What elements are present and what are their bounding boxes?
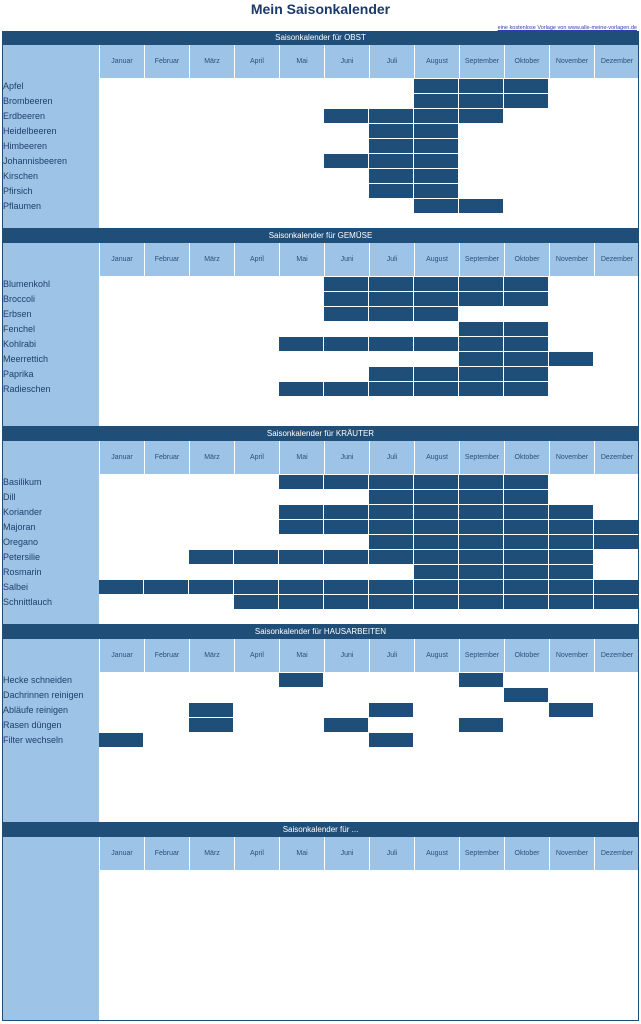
season-bar [324,718,369,733]
row-label: Basilikum [3,477,42,487]
season-bar [369,109,414,124]
season-bar [279,595,324,610]
season-bar [414,337,459,352]
month-header-cell: September [459,45,504,78]
season-bar [414,490,459,505]
season-bar [594,520,639,535]
label-column [2,837,99,1021]
season-bar [414,169,459,184]
month-header-cell: Dezember [594,837,639,870]
month-header-cell: April [234,441,279,474]
season-bar [549,352,594,367]
season-bar [504,535,549,550]
row-label: Rosmarin [3,567,42,577]
month-header-row [99,45,639,78]
season-bar [324,292,369,307]
season-bar [324,550,369,565]
month-header-cell: Februar [144,441,189,474]
row-label: Abläufe reinigen [3,705,69,715]
season-bar [279,475,324,490]
season-bar [459,292,504,307]
month-header-cell: November [549,837,594,870]
season-bar [369,475,414,490]
season-bar [459,535,504,550]
month-header-cell: Januar [99,639,144,672]
season-bar [504,520,549,535]
season-bar [504,595,549,610]
month-header-cell: September [459,837,504,870]
month-header-cell: Oktober [504,45,549,78]
season-bar [504,475,549,490]
season-bar [414,139,459,154]
season-bar [459,520,504,535]
row-label: Koriander [3,507,43,517]
season-bar [504,580,549,595]
season-bar [279,505,324,520]
month-header-cell: Januar [99,837,144,870]
row-label: Kirschen [3,171,39,181]
season-bar [369,337,414,352]
row-label: Hecke schneiden [3,675,73,685]
season-bar [414,550,459,565]
season-bar [459,382,504,397]
season-bar [189,718,234,733]
row-label: Fenchel [3,324,36,334]
month-header-cell: April [234,243,279,276]
season-bar [324,382,369,397]
season-bar [459,94,504,109]
row-label: Meerrettich [3,354,49,364]
calendar-section [2,823,639,1021]
season-bar [459,550,504,565]
month-header-cell: Mai [279,639,324,672]
month-header-cell: Juli [369,639,414,672]
season-bar [189,550,234,565]
season-bar [459,79,504,94]
month-header-cell: Oktober [504,441,549,474]
season-bar [144,580,189,595]
season-bar [549,505,594,520]
season-bar [504,382,549,397]
season-bar [369,520,414,535]
row-label: Oregano [3,537,39,547]
season-bar [369,580,414,595]
month-header-cell: April [234,45,279,78]
season-bar [414,580,459,595]
month-header-row [99,639,639,672]
season-bar [324,520,369,535]
row-label: Erbsen [3,309,32,319]
month-header-cell: Januar [99,45,144,78]
season-bar [324,277,369,292]
season-bar [549,520,594,535]
season-bar [414,475,459,490]
calendar-sections [2,31,639,1021]
season-bar [504,94,549,109]
season-bar [189,703,234,718]
section-header: Saisonkalender für ... [2,823,639,837]
season-bar [279,580,324,595]
season-bar [459,718,504,733]
season-bar [99,580,144,595]
section-header: Saisonkalender für KRÄUTER [2,427,639,441]
row-label: Pfirsich [3,186,33,196]
season-bar [504,688,549,703]
row-label: Apfel [3,81,24,91]
calendar-section [2,31,639,229]
month-header-cell: Juli [369,837,414,870]
season-bar [324,505,369,520]
month-header-cell: September [459,441,504,474]
month-header-cell: November [549,441,594,474]
row-label: Majoran [3,522,36,532]
row-label: Kohlrabi [3,339,37,349]
season-bar [414,109,459,124]
section-header: Saisonkalender für HAUSARBEITEN [2,625,639,639]
season-bar [369,505,414,520]
season-bar [414,154,459,169]
season-bar [369,139,414,154]
row-label: Brombeeren [3,96,53,106]
season-bar [414,277,459,292]
season-bar [279,673,324,688]
season-bar [504,337,549,352]
season-bar [414,505,459,520]
row-label: Johannisbeeren [3,156,68,166]
season-bar [279,337,324,352]
season-bar [414,595,459,610]
season-bar [414,184,459,199]
month-header-cell: März [189,639,234,672]
month-header-cell: Februar [144,45,189,78]
season-bar [549,565,594,580]
month-header-cell: April [234,639,279,672]
season-bar [369,184,414,199]
month-header-cell: Januar [99,243,144,276]
season-bar [459,595,504,610]
season-bar [414,79,459,94]
row-label: Paprika [3,369,34,379]
month-header-cell: September [459,639,504,672]
row-label: Dill [3,492,16,502]
month-header-cell: Oktober [504,639,549,672]
calendar-section [2,427,639,625]
season-bar [504,322,549,337]
row-label: Dachrinnen reinigen [3,690,84,700]
month-header-cell: Juni [324,837,369,870]
season-bar [504,490,549,505]
season-bar [279,382,324,397]
season-bar [549,550,594,565]
season-bar [459,580,504,595]
row-label: Heidelbeeren [3,126,57,136]
season-bar [414,367,459,382]
calendar-section [2,625,639,823]
season-bar [459,352,504,367]
season-bar [234,550,279,565]
season-bar [369,292,414,307]
season-bar [549,535,594,550]
section-header: Saisonkalender für GEMÜSE [2,229,639,243]
row-label: Petersilie [3,552,41,562]
month-header-cell: Februar [144,837,189,870]
row-label: Rasen düngen [3,720,62,730]
season-bar [459,322,504,337]
season-bar [504,505,549,520]
season-bar [324,154,369,169]
month-header-cell: Juni [324,639,369,672]
season-bar [459,475,504,490]
season-bar [414,520,459,535]
season-bar [504,565,549,580]
month-header-cell: Dezember [594,639,639,672]
month-header-cell: Oktober [504,837,549,870]
season-bar [324,595,369,610]
season-bar [414,307,459,322]
season-bar [504,292,549,307]
season-bar [99,733,144,748]
season-bar [369,277,414,292]
season-bar [369,490,414,505]
season-bar [369,169,414,184]
season-bar [369,124,414,139]
season-bar [324,307,369,322]
season-bar [369,550,414,565]
season-bar [189,580,234,595]
month-header-cell: Dezember [594,45,639,78]
season-bar [324,475,369,490]
month-header-cell: Dezember [594,243,639,276]
month-header-cell: November [549,45,594,78]
row-label: Radieschen [3,384,51,394]
season-bar [594,535,639,550]
season-bar [459,109,504,124]
season-bar [369,154,414,169]
month-header-cell: August [414,837,459,870]
season-bar [594,580,639,595]
month-header-cell: Februar [144,639,189,672]
season-bar [504,352,549,367]
month-header-row [99,837,639,870]
month-header-cell: Januar [99,441,144,474]
section-header: Saisonkalender für OBST [2,31,639,45]
row-label: Schnittlauch [3,597,53,607]
month-header-cell: März [189,837,234,870]
season-bar [459,277,504,292]
season-bar [324,580,369,595]
season-bar [549,595,594,610]
month-header-cell: Juni [324,441,369,474]
season-bar [594,595,639,610]
month-header-cell: März [189,441,234,474]
month-header-cell: Oktober [504,243,549,276]
page-title: Mein Saisonkalender [250,1,391,17]
month-header-cell: Mai [279,837,324,870]
row-label: Broccoli [3,294,36,304]
season-bar [369,733,414,748]
season-bar [414,94,459,109]
season-bar [369,535,414,550]
month-header-cell: Mai [279,441,324,474]
row-label: Filter wechseln [3,735,64,745]
row-label: Blumenkohl [3,279,51,289]
row-label: Erdbeeren [3,111,46,121]
month-header-cell: November [549,639,594,672]
season-bar [549,580,594,595]
month-header-cell: Juni [324,243,369,276]
credit-link[interactable]: eine kostenlose Vorlage von www.alle-meine-vorlagen.de [497,25,637,31]
season-bar [369,703,414,718]
month-header-cell: März [189,243,234,276]
season-bar [414,382,459,397]
season-bar [414,535,459,550]
month-header-cell: Juni [324,45,369,78]
month-header-cell: November [549,243,594,276]
season-bar [369,382,414,397]
season-bar [414,199,459,214]
season-bar [369,307,414,322]
month-header-cell: April [234,837,279,870]
season-bar [369,367,414,382]
season-bar [414,565,459,580]
month-header-cell: Mai [279,243,324,276]
month-header-cell: August [414,243,459,276]
season-bar [459,337,504,352]
row-label: Pflaumen [3,201,42,211]
season-bar [324,337,369,352]
month-header-row [99,441,639,474]
calendar-section [2,229,639,427]
month-header-cell: September [459,243,504,276]
season-bar [459,673,504,688]
month-header-cell: August [414,639,459,672]
season-bar [324,109,369,124]
month-header-row [99,243,639,276]
month-header-cell: Mai [279,45,324,78]
season-bar [414,292,459,307]
season-bar [234,580,279,595]
month-header-cell: Juli [369,441,414,474]
season-bar [504,550,549,565]
season-bar [459,490,504,505]
row-label: Himbeeren [3,141,48,151]
month-header-cell: Februar [144,243,189,276]
month-header-cell: August [414,441,459,474]
season-bar [504,367,549,382]
season-bar [414,124,459,139]
season-bar [279,550,324,565]
season-bar [549,703,594,718]
month-header-cell: Juli [369,243,414,276]
month-header-cell: März [189,45,234,78]
season-bar [369,595,414,610]
month-header-cell: Dezember [594,441,639,474]
season-bar [504,277,549,292]
season-bar [459,367,504,382]
row-label: Salbei [3,582,29,592]
season-bar [234,595,279,610]
month-header-cell: August [414,45,459,78]
season-bar [459,505,504,520]
season-bar [504,79,549,94]
season-bar [459,565,504,580]
season-bar [459,199,504,214]
month-header-cell: Juli [369,45,414,78]
season-bar [279,520,324,535]
